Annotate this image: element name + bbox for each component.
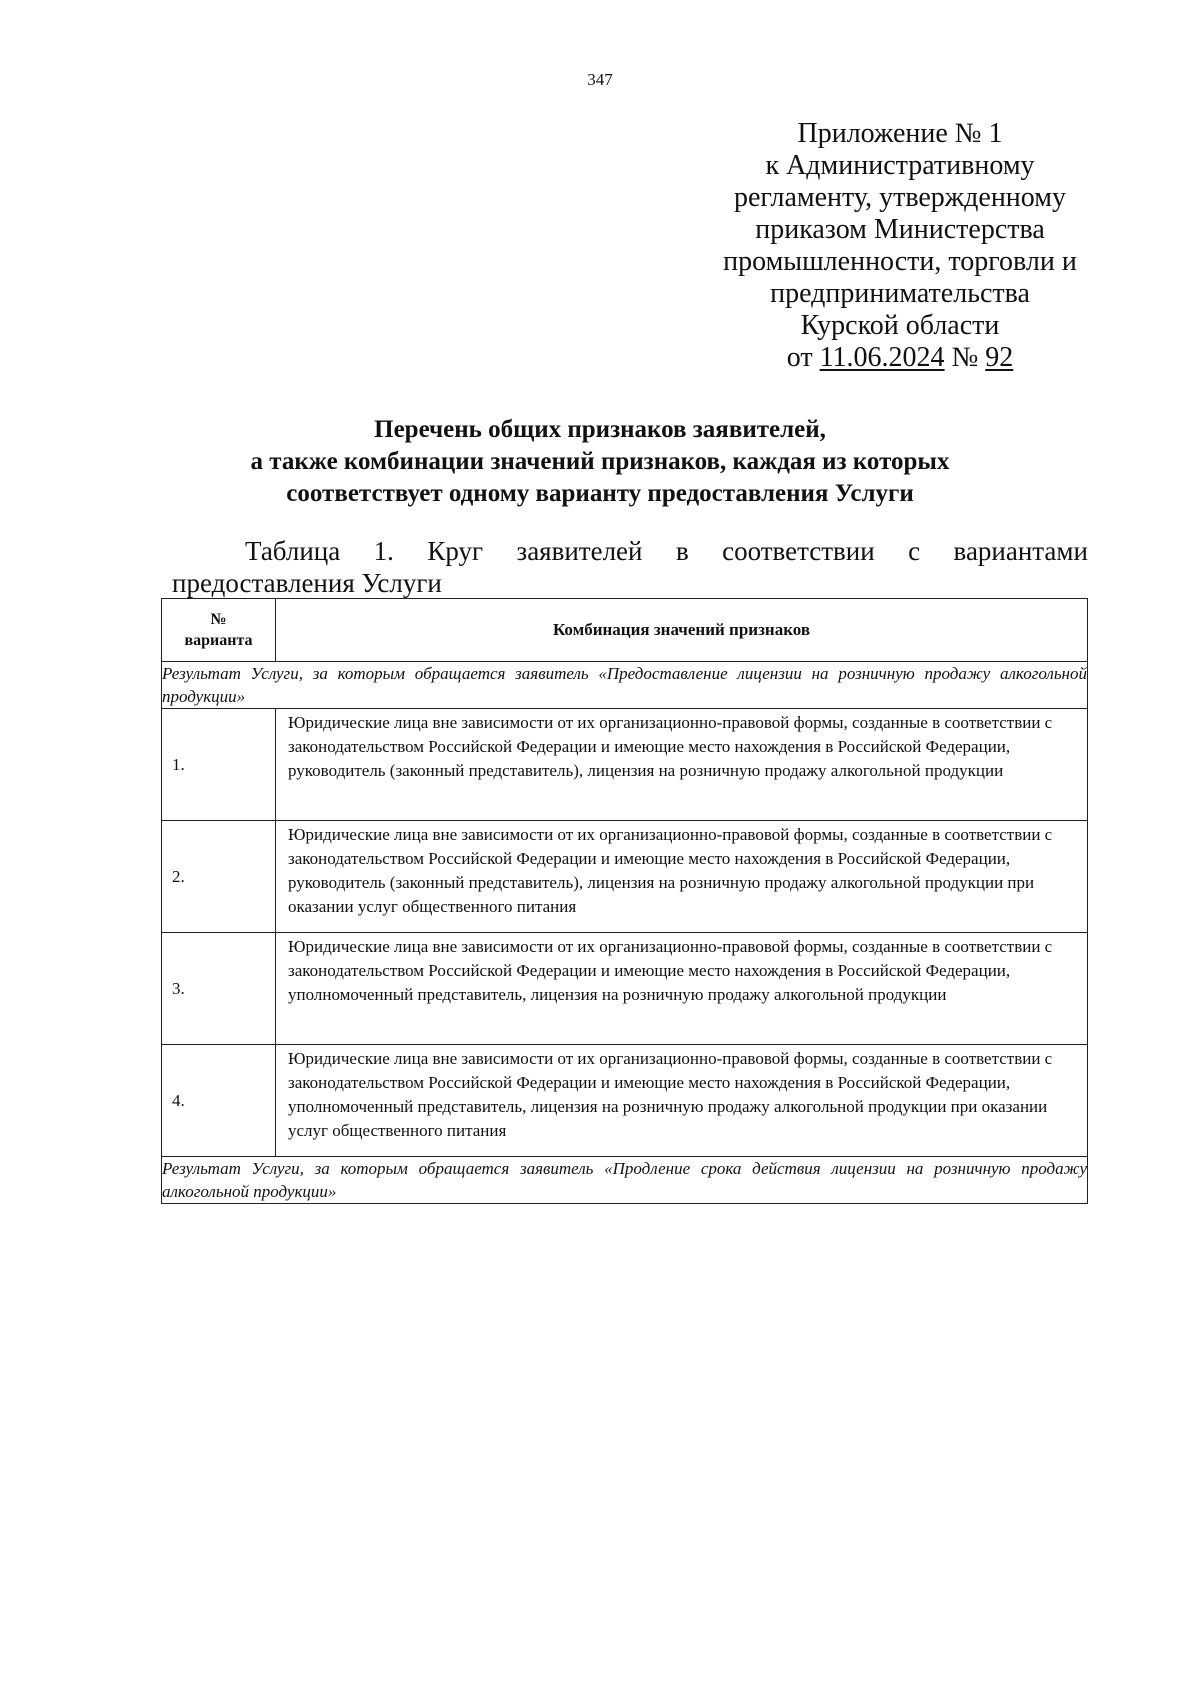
date-prefix: от (786, 342, 813, 373)
appendix-line: Курской области (800, 310, 1000, 341)
table-row (162, 933, 1088, 1045)
table-caption-continuation: предоставления Услуги (172, 568, 442, 598)
result-row (162, 1157, 1088, 1204)
caption-word: соответствии (722, 536, 875, 566)
appendix-line: приказом Министерства (755, 214, 1045, 245)
result-text: Результат Услуги, за которым обращается заявитель «Предоставление лицензии на розничную продажу алкогольной продукции» (162, 662, 1088, 709)
appendix-line: регламенту, утвержденному (734, 182, 1066, 213)
table-row (162, 1045, 1088, 1157)
page-number: 347 (587, 70, 613, 89)
caption-word: 1. (373, 536, 394, 566)
appendix-line: Приложение № 1 (797, 118, 1003, 149)
appendix-line: предпринимательства (770, 278, 1030, 309)
result-row (162, 662, 1088, 709)
header-combination: Комбинация значений признаков (276, 599, 1088, 662)
variant-number: 4. (162, 1045, 276, 1157)
appendix-line: к Административному (765, 150, 1035, 181)
title-line: Перечень общих признаков заявителей, (374, 416, 826, 443)
table-caption (245, 536, 1088, 567)
number-sign: № (951, 342, 979, 373)
table-header-row (162, 599, 1088, 662)
appendix-header (720, 118, 1080, 374)
caption-word: с (908, 536, 921, 566)
variant-number: 1. (162, 709, 276, 821)
appendix-line: промышленности, торговли и (723, 246, 1077, 277)
variant-number: 2. (162, 821, 276, 933)
caption-word: в (675, 536, 689, 566)
document-title (160, 414, 1040, 510)
variant-text: Юридические лица вне зависимости от их организационно-правовой формы, созданные в соответствии с законодательством Российской Федерации и имеющие место нахождения в Российской Федерации, уполномоченный представитель, лицензия на розничную продажу алкогольной продукции при оказании услуг общественного питания (276, 1045, 1088, 1157)
result-text: Результат Услуги, за которым обращается заявитель «Продление срока действия лицензии на розничную продажу алкогольной продукции» (162, 1157, 1088, 1204)
table-row (162, 821, 1088, 933)
caption-word: заявителей (516, 536, 643, 566)
table-row (162, 709, 1088, 821)
caption-word: Круг (427, 536, 484, 566)
variant-number: 3. (162, 933, 276, 1045)
order-number: 92 (985, 342, 1014, 373)
appendix-date-line (720, 342, 1080, 374)
caption-word: вариантами (953, 536, 1088, 566)
header-variant-number: № варианта (162, 599, 276, 662)
variant-text: Юридические лица вне зависимости от их организационно-правовой формы, созданные в соответствии с законодательством Российской Федерации и имеющие место нахождения в Российской Федерации, уполномоченный представитель, лицензия на розничную продажу алкогольной продукции (276, 933, 1088, 1045)
variant-text: Юридические лица вне зависимости от их организационно-правовой формы, созданные в соответствии с законодательством Российской Федерации и имеющие место нахождения в Российской Федерации, руководитель (законный представитель), лицензия на розничную продажу алкогольной продукции (276, 709, 1088, 821)
caption-word: Таблица (245, 536, 341, 566)
order-date: 11.06.2024 (819, 342, 945, 373)
variant-text: Юридические лица вне зависимости от их организационно-правовой формы, созданные в соответствии с законодательством Российской Федерации и имеющие место нахождения в Российской Федерации, руководитель (законный представитель), лицензия на розничную продажу алкогольной продукции при оказании услуг общественного питания (276, 821, 1088, 933)
title-line: а также комбинации значений признаков, каждая из которых (250, 448, 950, 475)
applicants-table (161, 598, 1088, 1204)
title-line: соответствует одному варианту предоставления Услуги (286, 480, 914, 507)
